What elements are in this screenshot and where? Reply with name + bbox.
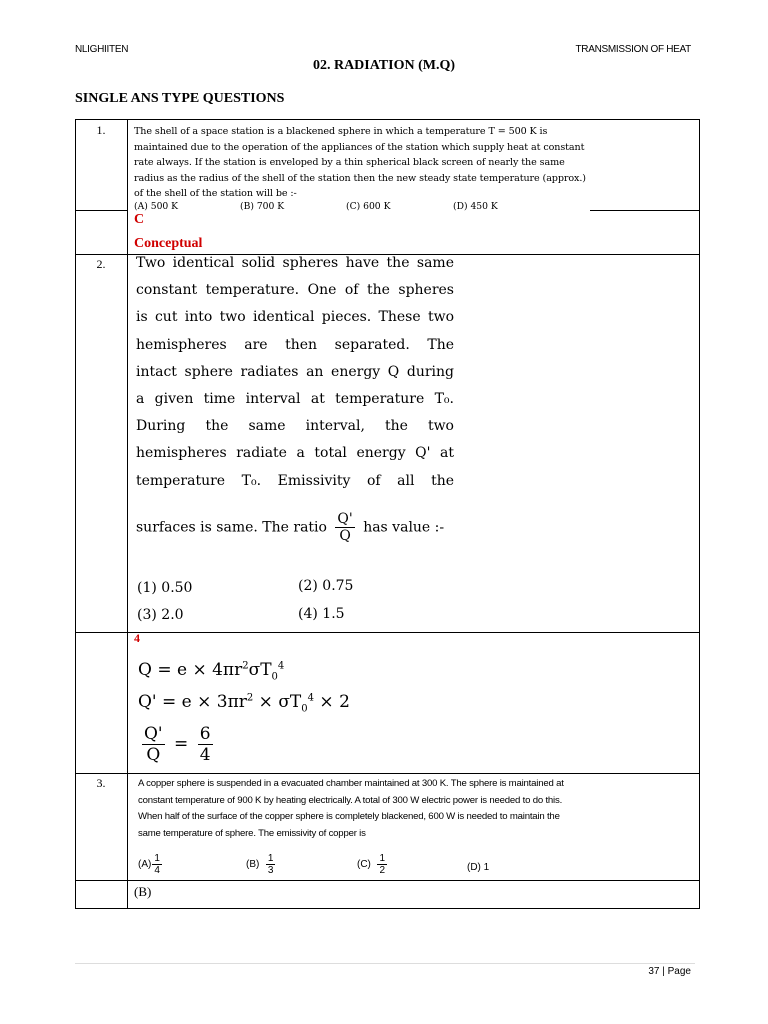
value-fraction bbox=[198, 724, 213, 765]
ratio-lead-text: surfaces is same. The ratio bbox=[136, 519, 327, 536]
option-c bbox=[357, 853, 388, 876]
header-right: TRANSMISSION OF HEAT bbox=[575, 44, 691, 55]
table-top-border bbox=[75, 119, 700, 120]
table-right-border bbox=[699, 119, 700, 909]
option-1: (1) 0.50 bbox=[137, 580, 193, 596]
option-a: (A) 500 K bbox=[134, 201, 179, 212]
row-divider bbox=[75, 210, 128, 211]
superscript: 2 bbox=[246, 692, 254, 704]
option-d: (D) 1 bbox=[467, 862, 490, 873]
question-line: radius as the radius of the shell of the station then the new steady state temperature (approx.) bbox=[134, 172, 586, 184]
fraction-denominator: 3 bbox=[267, 865, 274, 876]
solution-equation-2 bbox=[138, 692, 350, 714]
equation-text: Q = e × 4πr bbox=[138, 660, 243, 680]
question-1-text bbox=[134, 124, 594, 202]
option-fraction bbox=[152, 853, 162, 876]
row-divider bbox=[75, 880, 700, 881]
superscript: 4 bbox=[307, 692, 315, 704]
option-a bbox=[138, 853, 163, 876]
question-line: constant temperature. One of the spheres bbox=[136, 282, 454, 299]
question-line: a given time interval at temperature T₀. bbox=[136, 390, 454, 407]
option-b: (B) 700 K bbox=[240, 201, 285, 212]
question-line: hemispheres are then separated. The bbox=[136, 336, 454, 353]
solution-equation-1 bbox=[138, 660, 284, 682]
header-left: NLIGHIITEN bbox=[75, 44, 129, 55]
fraction-numerator: Q' bbox=[337, 511, 353, 527]
ratio-fraction bbox=[335, 511, 354, 544]
question-line: During the same interval, the two bbox=[136, 418, 454, 435]
option-fraction bbox=[266, 853, 276, 876]
fraction-denominator: 2 bbox=[379, 865, 386, 876]
option-label: (B) bbox=[246, 859, 260, 871]
question-number: 3. bbox=[96, 776, 106, 790]
question-number: 2. bbox=[96, 257, 106, 271]
question-line: is cut into two identical pieces. These two bbox=[136, 309, 454, 326]
option-3: (3) 2.0 bbox=[137, 607, 184, 623]
option-4: (4) 1.5 bbox=[298, 606, 345, 622]
question-2-last-line bbox=[136, 511, 444, 544]
question-line: of the shell of the station will be :- bbox=[134, 188, 297, 199]
fraction-numerator: Q' bbox=[144, 724, 163, 744]
question-line: Two identical solid spheres have the same bbox=[136, 255, 454, 271]
question-line: hemispheres radiate a total energy Q' at bbox=[136, 445, 454, 462]
fraction-numerator: 1 bbox=[154, 853, 160, 864]
question-3-text bbox=[138, 776, 618, 842]
row-divider bbox=[75, 773, 700, 774]
fraction-denominator: 4 bbox=[199, 745, 211, 765]
superscript: 2 bbox=[242, 660, 249, 672]
footer-divider bbox=[75, 963, 695, 964]
solution-equation-3 bbox=[138, 724, 217, 765]
table-bottom-border bbox=[75, 908, 700, 909]
answer-1: C bbox=[134, 212, 145, 227]
subscript: 0 bbox=[271, 671, 278, 683]
equation-text: Q' = e × 3πr bbox=[138, 692, 247, 712]
option-d: (D) 450 K bbox=[453, 201, 498, 212]
fraction-denominator: Q bbox=[146, 745, 161, 765]
equation-text: × σT bbox=[253, 692, 302, 712]
answer-2: 4 bbox=[134, 631, 140, 645]
ratio-fraction bbox=[142, 724, 165, 765]
question-line: When half of the surface of the copper sphere is completely blackened, 600 W is needed to maintain the bbox=[138, 811, 560, 822]
superscript: 4 bbox=[277, 660, 285, 672]
fraction-numerator: 1 bbox=[379, 853, 386, 864]
option-2: (2) 0.75 bbox=[298, 578, 354, 594]
fraction-denominator: 4 bbox=[154, 865, 160, 876]
option-b bbox=[246, 853, 276, 876]
option-label: (A) bbox=[138, 859, 152, 871]
question-line: intact sphere radiates an energy Q during bbox=[136, 363, 454, 380]
fraction-numerator: 6 bbox=[199, 724, 211, 744]
option-c: (C) 600 K bbox=[346, 201, 391, 212]
question-line: rate always. If the station is enveloped by a thin spherical black screen of nearly the same bbox=[134, 157, 565, 168]
question-line: same temperature of sphere. The emissivity of copper is bbox=[138, 827, 366, 839]
answer-1-note: Conceptual bbox=[134, 236, 203, 251]
fraction-denominator: Q bbox=[339, 528, 351, 544]
section-heading: SINGLE ANS TYPE QUESTIONS bbox=[75, 91, 285, 106]
question-2-text bbox=[136, 250, 454, 495]
table-column-divider bbox=[127, 119, 128, 909]
equation-text: × 2 bbox=[314, 692, 350, 712]
equals-sign: = bbox=[174, 734, 189, 754]
question-line: temperature T₀. Emissivity of all the bbox=[136, 472, 454, 489]
question-line: A copper sphere is suspended in a evacuated chamber maintained at 300 K. The sphere is maintained at bbox=[138, 778, 564, 789]
subscript: 0 bbox=[301, 703, 308, 715]
ratio-tail-text: has value :- bbox=[363, 519, 445, 536]
document-title: 02. RADIATION (M.Q) bbox=[312, 58, 456, 73]
equation-text: σT bbox=[248, 660, 272, 680]
question-number: 1. bbox=[96, 123, 106, 137]
option-fraction bbox=[377, 853, 387, 876]
page-number: 37 | Page bbox=[648, 966, 691, 977]
question-line: maintained due to the operation of the appliances of the station which supply heat at constant bbox=[134, 141, 585, 153]
option-label: (C) bbox=[357, 859, 371, 871]
row-divider bbox=[75, 632, 700, 633]
row-divider bbox=[590, 210, 700, 211]
answer-3: (B) bbox=[134, 884, 152, 899]
question-line: The shell of a space station is a blackened sphere in which a temperature T = 500 K is bbox=[134, 126, 548, 137]
question-line: constant temperature of 900 K by heating electrically. A total of 300 W electric power is needed to do this. bbox=[138, 794, 563, 806]
fraction-numerator: 1 bbox=[267, 853, 274, 864]
